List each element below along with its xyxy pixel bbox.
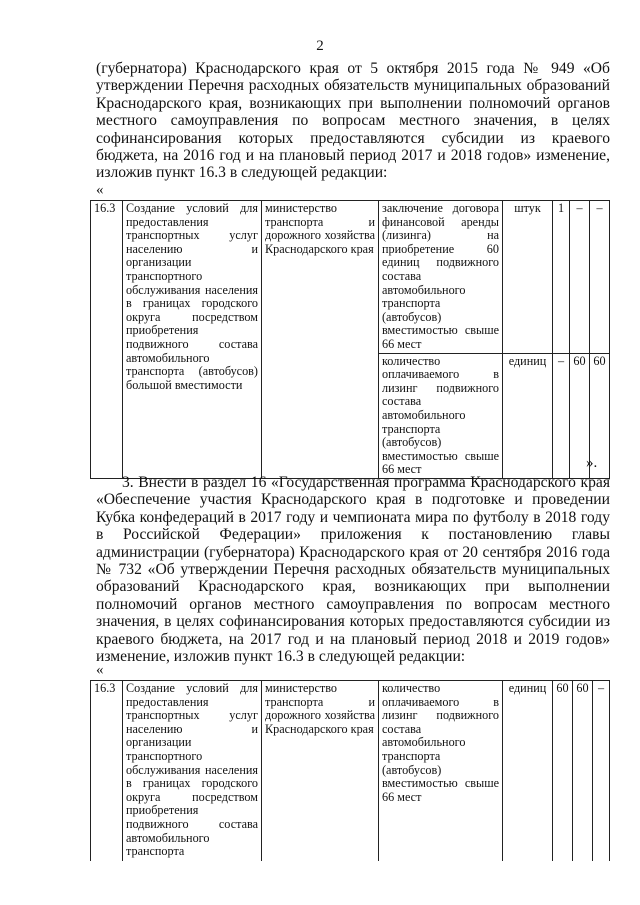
table-1-cell-goal: Создание условий для предоставления транспортных услуг населению и организации транспортного обслуживания населения в границах городского округа посредством приобретения подвижного состава автомобильного транспорта (автобусов) большой вместимости [123, 201, 262, 479]
table-1-row-2-value-1: – [553, 353, 570, 478]
table-1-cell-value-1: 1 [553, 201, 570, 354]
table-2-cell-unit: единиц [503, 681, 553, 861]
table-1-row-2-value-3: 60 [590, 353, 610, 478]
table-2 [90, 680, 610, 861]
table-row [91, 201, 610, 354]
table-row [91, 681, 610, 861]
table-1-row-2-indicator: количество оплачиваемого в лизинг подвижного состава автомобильного транспорта (автобусов) вместимостью свыше 66 мест [379, 353, 503, 478]
table-2-cell-value-1: 60 [553, 681, 573, 861]
table-1-cell-indicator: заключение договора финансовой аренды (лизинга) на приобретение 60 единиц подвижного состава автомобильного транспорта (автобусов) вместимостью свыше 66 мест [379, 201, 503, 354]
page-number: 2 [316, 38, 324, 54]
table-2-cell-value-2: 60 [573, 681, 593, 861]
table-1 [90, 200, 610, 479]
table-2-cell-authority: министерство транспорта и дорожного хозяйства Краснодарского края [262, 681, 379, 861]
table-2-cell-value-3: – [593, 681, 610, 861]
table-2-cell-indicator: количество оплачиваемого в лизинг подвижного состава автомобильного транспорта (автобусов) вместимостью свыше 66 мест [379, 681, 503, 861]
table-1-row-2-value-2: 60 [570, 353, 590, 478]
table-2-cell-num: 16.3 [91, 681, 123, 861]
table-1-cell-value-2: – [570, 201, 590, 354]
table-1-cell-unit: штук [503, 201, 553, 354]
table-1-cell-authority: министерство транспорта и дорожного хозяйства Краснодарского края [262, 201, 379, 479]
table-2-open-quote: « [96, 662, 104, 678]
table-2-cell-goal: Создание условий для предоставления транспортных услуг населению и организации транспортного обслуживания населения в границах городского округа посредством приобретения подвижного состава автомобильного транспорта [123, 681, 262, 861]
table-1-open-quote: « [96, 182, 104, 198]
paragraph-1: (губернатора) Краснодарского края от 5 октября 2015 года № 949 «Об утверждении Перечня расходных обязательств муниципальных образований Краснодарского края, возникающих при выполнении полномочий органов местного самоуправления по вопросам местного значения, в целях софинансирования которых предоставляются субсидии из краевого бюджета, на 2016 год и на плановый период 2017 и 2018 годов» изменение, изложив пункт 16.3 в следующей редакции: [96, 60, 610, 182]
table-1-cell-value-3: – [590, 201, 610, 354]
table-1-cell-num: 16.3 [91, 201, 123, 479]
table-1-row-2-unit: единиц [503, 353, 553, 478]
table-1-close-quote: ». [586, 455, 598, 471]
paragraph-2: 3. Внести в раздел 16 «Государственная программа Краснодарского края «Обеспечение участия Краснодарского края в подготовке и проведении Кубка конфедераций в 2017 году и чемпионата мира по футболу в 2018 году в Российской Федерации» приложения к постановлению главы администрации (губернатора) Краснодарского края от 20 сентября 2016 года № 732 «Об утверждении Перечня расходных обязательств муниципальных образований Краснодарского края, возникающих при выполнении полномочий органов местного самоуправления по вопросам местного значения, в целях софинансирования которых предоставляются субсидии из краевого бюджета, на 2017 год и на плановый период 2018 и 2019 годов» изменение, изложив пункт 16.3 в следующей редакции: [96, 474, 610, 666]
